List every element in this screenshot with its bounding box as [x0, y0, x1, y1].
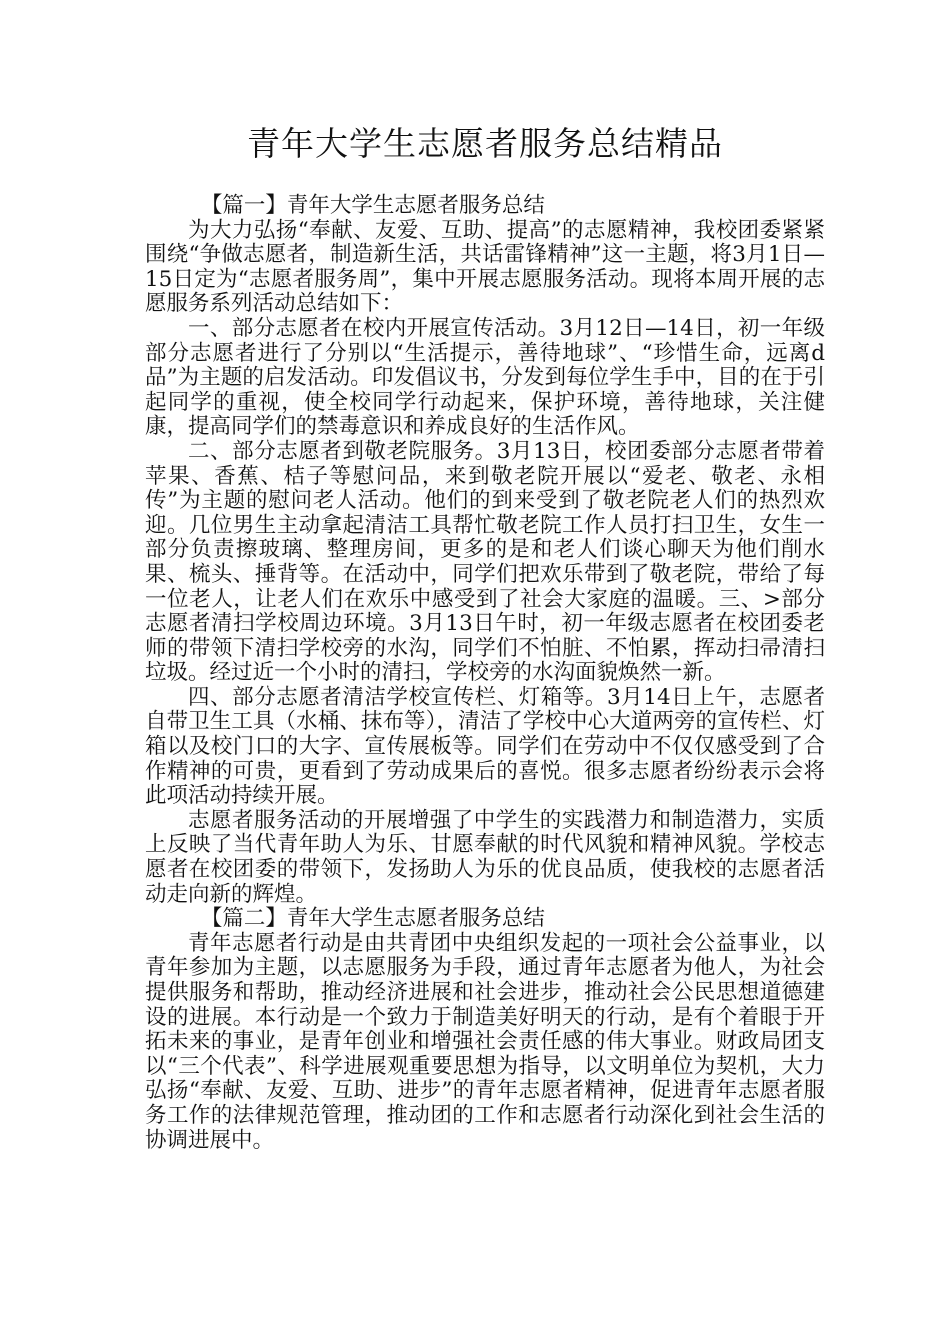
paragraph: 为大力弘扬“奉献、友爱、互助、提高”的志愿精神，我校团委紧紧围绕“争做志愿者，制造新生活，共话雷锋精神”这一主题，将3月1日—15日定为“志愿者服务周”，集中开展志愿服务活动。现将本周开展的志愿服务系列活动总结如下： [145, 217, 825, 317]
paragraph: 四、部分志愿者清洁学校宣传栏、灯箱等。3月14日上午，志愿者自带卫生工具（水桶、抹布等），清洁了学校中心大道两旁的宣传栏、灯箱以及校门口的大字、宣传展板等。同学们在劳动中不仅仅感受到了合作精神的可贵，更看到了劳动成果后的喜悦。很多志愿者纷纷表示会将此项活动持续开展。 [145, 684, 825, 809]
paragraph: 一、部分志愿者在校内开展宣传活动。3月12日—14日，初一年级部分志愿者进行了分别以“生活提示，善待地球”、“珍惜生命，远离d品”为主题的启发活动。印发倡议书，分发到每位学生手中，目的在于引起同学的重视，使全校同学行动起来，保护环境，善待地球，关注健康，提高同学们的禁毒意识和养成良好的生活作风。 [145, 315, 825, 440]
document-page [145, 118, 825, 1153]
paragraph: 青年志愿者行动是由共青团中央组织发起的一项社会公益事业，以青年参加为主题，以志愿服务为手段，通过青年志愿者为他人，为社会提供服务和帮助，推动经济进展和社会进步，推动社会公民思想道德建设的进展。本行动是一个致力于制造美好明天的行动，是有个着眼于开拓未来的事业，是青年创业和增强社会责任感的伟大事业。财政局团支以“三个代表”、科学进展观重要思想为指导，以文明单位为契机，大力弘扬“奉献、友爱、互助、进步”的青年志愿者精神，促进青年志愿者服务工作的法律规范管理，推动团的工作和志愿者行动深化到社会生活的协调进展中。 [145, 930, 825, 1153]
paragraph: 志愿者服务活动的开展增强了中学生的实践潜力和制造潜力，实质上反映了当代青年助人为乐、甘愿奉献的时代风貌和精神风貌。学校志愿者在校团委的带领下，发扬助人为乐的优良品质，使我校的志愿者活动走向新的辉煌。 [145, 807, 825, 907]
section-heading-1: 【篇一】青年大学生志愿者服务总结 [200, 193, 545, 218]
paragraph: 二、部分志愿者到敬老院服务。3月13日，校团委部分志愿者带着苹果、香蕉、桔子等慰问品，来到敬老院开展以“爱老、敬老、永相传”为主题的慰问老人活动。他们的到来受到了敬老院老人们的热烈欢迎。几位男生主动拿起清洁工具帮忙敬老院工作人员打扫卫生，女生一部分负责擦玻璃、整理房间，更多的是和老人们谈心聊天为他们削水果、梳头、捶背等。在活动中，同学们把欢乐带到了敬老院，带给了每一位老人，让老人们在欢乐中感受到了社会大家庭的温暖。三、>部分志愿者清扫学校周边环境。3月13日午时，初一年级志愿者在校团委老师的带领下清扫学校旁的水沟，同学们不怕脏、不怕累，挥动扫帚清扫垃圾。经过近一个小时的清扫，学校旁的水沟面貌焕然一新。 [145, 438, 825, 686]
document-title: 青年大学生志愿者服务总结精品 [247, 124, 723, 163]
section-heading-2: 【篇二】青年大学生志愿者服务总结 [200, 906, 545, 932]
